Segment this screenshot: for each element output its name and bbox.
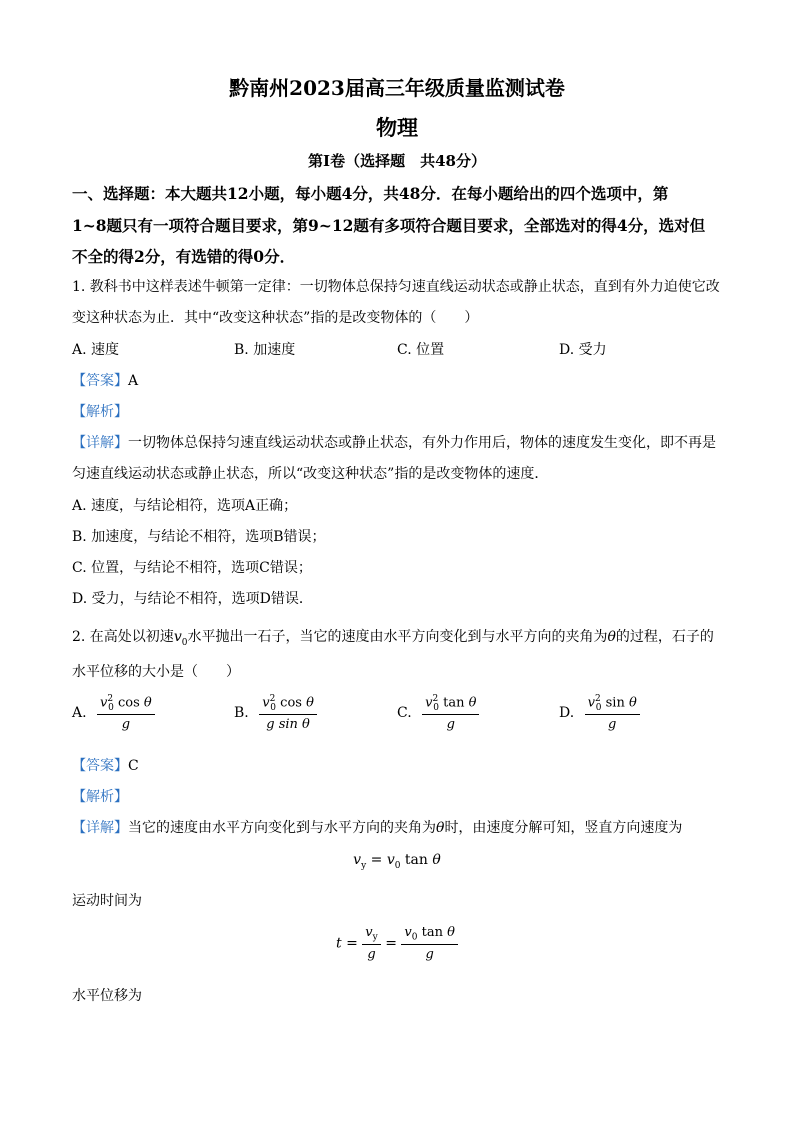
- answer-tag: 【答案】: [72, 758, 128, 774]
- q1-answer: [72, 370, 138, 390]
- q1-stem-line-2: 变这种状态为止．其中“改变这种状态”指的是改变物体的（ ）: [72, 310, 479, 326]
- q1-analysis-tag: [72, 401, 128, 421]
- q2-stem-part-a: 2. 在高处以初速: [72, 629, 174, 645]
- instructions-line-3: 不全的得2分，有选错的得0分．: [72, 247, 296, 266]
- q2-option-d: [559, 694, 640, 732]
- answer-value: C: [128, 758, 139, 774]
- instructions-line-2: 1~8题只有一项符合题目要求，第9~12题有多项符合题目要求，全部选对的得4分，选对但: [72, 216, 706, 235]
- section-title: 第Ⅰ卷（选择题 共48分）: [308, 152, 486, 170]
- time-label: 运动时间为: [72, 893, 142, 909]
- option-letter: D.: [559, 704, 575, 721]
- q1-detail-line-2: 匀速直线运动状态或静止状态，所以“改变这种状态”指的是改变物体的速度．: [72, 466, 549, 482]
- q1-judgement-b: B. 加速度，与结论不相符，选项B错误；: [72, 529, 326, 545]
- answer-value: A: [128, 373, 139, 389]
- equation-vy: $v_y = v_0$ tan θ: [353, 852, 441, 871]
- q2-option-c: [397, 694, 479, 732]
- q2-stem-part-c: 的过程，石子的: [615, 629, 714, 645]
- displacement-label: 水平位移为: [72, 988, 142, 1004]
- instructions-line-1: 一、选择题：本大题共12小题，每小题4分，共48分．在每小题给出的四个选项中，第: [72, 184, 669, 203]
- q1-option-b: B. 加速度: [234, 342, 296, 358]
- answer-tag: 【答案】: [72, 373, 128, 389]
- subject-title: 物理: [376, 115, 418, 140]
- q2-stem-part-b: 水平抛出一石子，当它的速度由水平方向变化到与水平方向的夹角为: [187, 629, 608, 645]
- q1-detail-line-1: [72, 432, 716, 452]
- q1-option-c: C. 位置: [397, 342, 445, 358]
- q1-stem-line-1: 1. 教科书中这样表述牛顿第一定律：一切物体总保持匀速直线运动状态或静止状态，直到有外力迫使它改: [72, 279, 720, 295]
- detail-text-a: 当它的速度由水平方向变化到与水平方向的夹角为: [128, 820, 436, 836]
- equation-time: t = $\frac{v_y}{g}$ = $\frac{v_0 \tan \theta}{g}$: [0, 925, 794, 962]
- q1-option-a: A. 速度: [72, 342, 120, 358]
- theta-symbol: θ: [607, 629, 616, 645]
- option-formula: $\frac{v^2_0 \cos \theta}{g}$: [97, 694, 155, 732]
- q2-stem-line-2: 水平位移的大小是（ ）: [72, 664, 240, 680]
- q2-option-b: [234, 694, 317, 732]
- option-formula: $\frac{v^2_0 \sin \theta}{g}$: [585, 694, 640, 732]
- q1-option-d: D. 受力: [559, 342, 607, 358]
- analysis-tag: 【解析】: [72, 789, 128, 805]
- option-letter: C.: [397, 704, 412, 721]
- theta-symbol: θ: [436, 820, 445, 836]
- option-letter: B.: [234, 704, 249, 721]
- detail-tag: 【详解】: [72, 820, 128, 836]
- q2-answer: [72, 755, 139, 775]
- q1-judgement-a: A. 速度，与结论相符，选项A正确；: [72, 498, 298, 514]
- analysis-tag: 【解析】: [72, 404, 128, 420]
- q1-judgement-c: C. 位置，与结论不相符，选项C错误；: [72, 560, 312, 576]
- detail-text: 一切物体总保持匀速直线运动状态或静止状态，有外力作用后，物体的速度发生变化，即不再是: [128, 435, 716, 451]
- detail-tag: 【详解】: [72, 435, 128, 451]
- detail-text-b: 时，由速度分解可知，竖直方向速度为: [444, 820, 683, 836]
- q2-analysis-tag: [72, 786, 128, 806]
- option-formula: $\frac{v^2_0 \tan \theta}{g}$: [422, 694, 479, 732]
- option-formula: $\frac{v^2_0 \cos \theta}{\text{g sin θ}}$: [259, 694, 317, 732]
- option-letter: A.: [72, 704, 87, 721]
- q2-detail-line: [72, 817, 682, 837]
- exam-title: 黔南州2023届高三年级质量监测试卷: [229, 76, 565, 100]
- q2-stem-line-1: [72, 626, 714, 648]
- v0-symbol: $v_0$: [173, 629, 188, 648]
- q1-judgement-d: D. 受力，与结论不相符，选项D错误．: [72, 591, 313, 607]
- q2-option-a: [72, 694, 155, 732]
